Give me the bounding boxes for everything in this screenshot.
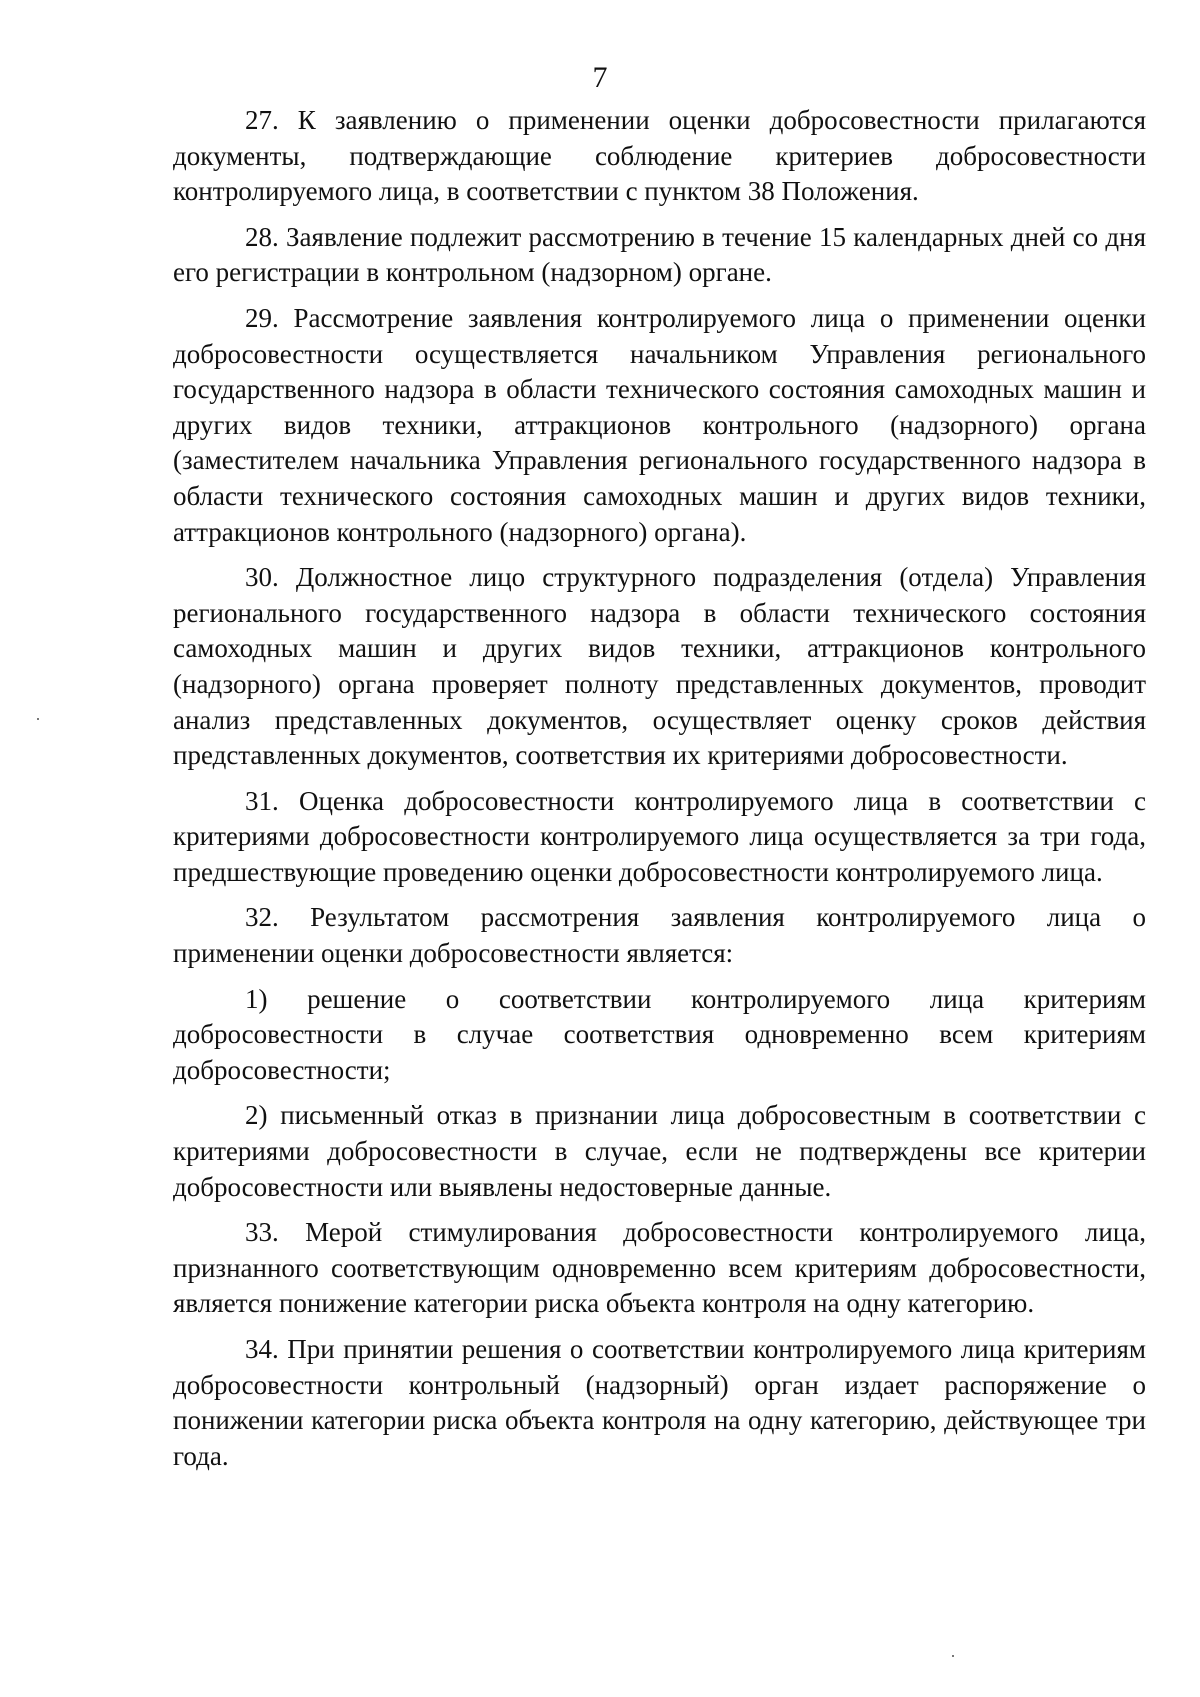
paragraph-33: 33. Мерой стимулирования добросовестности контролируемого лица, признанного соответствующим одновременно всем критериям добросовестности, является понижение категории риска объекта контроля на одну категорию. (173, 1217, 1146, 1319)
paragraph-34: 34. При принятии решения о соответствии контролируемого лица критериям добросовестности контрольный (надзорный) орган издает распоряжение о понижении категории риска объекта контроля на одну категорию, действующее три года. (173, 1334, 1146, 1471)
paragraph-27: 27. К заявлению о применении оценки добросовестности прилагаются документы, подтверждающие соблюдение критериев добросовестности контролируемого лица, в соответствии с пунктом 38 Положения. (173, 105, 1146, 207)
document-body (173, 103, 1146, 1474)
page-number: 7 (592, 61, 608, 94)
scan-speck (952, 1655, 954, 1657)
subparagraph-32-2: 2) письменный отказ в признании лица добросовестным в соответствии с критериями добросовестности в случае, если не подтверждены все критерии добросовестности или выявлены недостоверные данные. (173, 1100, 1146, 1202)
paragraph-31: 31. Оценка добросовестности контролируемого лица в соответствии с критериями добросовестности контролируемого лица осуществляется за три года, предшествующие проведению оценки добросовестности контролируемого лица. (173, 785, 1146, 887)
paragraph-30: 30. Должностное лицо структурного подразделения (отдела) Управления регионального государственного надзора в области технического состояния самоходных машин и других видов техники, аттракционов контрольного (надзорного) органа проверяет полноту представленных документов, проводит анализ представленных документов, осуществляет оценку сроков действия представленных документов, соответствия их критериями добросовестности. (173, 562, 1146, 771)
scan-speck (37, 718, 39, 720)
paragraph-32: 32. Результатом рассмотрения заявления контролируемого лица о применении оценки добросовестности является: (173, 902, 1146, 969)
subparagraph-32-1: 1) решение о соответствии контролируемого лица критериям добросовестности в случае соответствия одновременно всем критериям добросовестности; (173, 983, 1146, 1085)
paragraph-29: 29. Рассмотрение заявления контролируемого лица о применении оценки добросовестности осуществляется начальником Управления регионального государственного надзора в области технического состояния самоходных машин и других видов техники, аттракционов контрольного (надзорного) органа (заместителем начальника Управления регионального государственного надзора в области технического состояния самоходных машин и других видов техники, аттракционов контрольного (надзорного) органа). (173, 302, 1146, 547)
paragraph-28: 28. Заявление подлежит рассмотрению в течение 15 календарных дней со дня его регистрации в контрольном (надзорном) органе. (173, 221, 1146, 288)
